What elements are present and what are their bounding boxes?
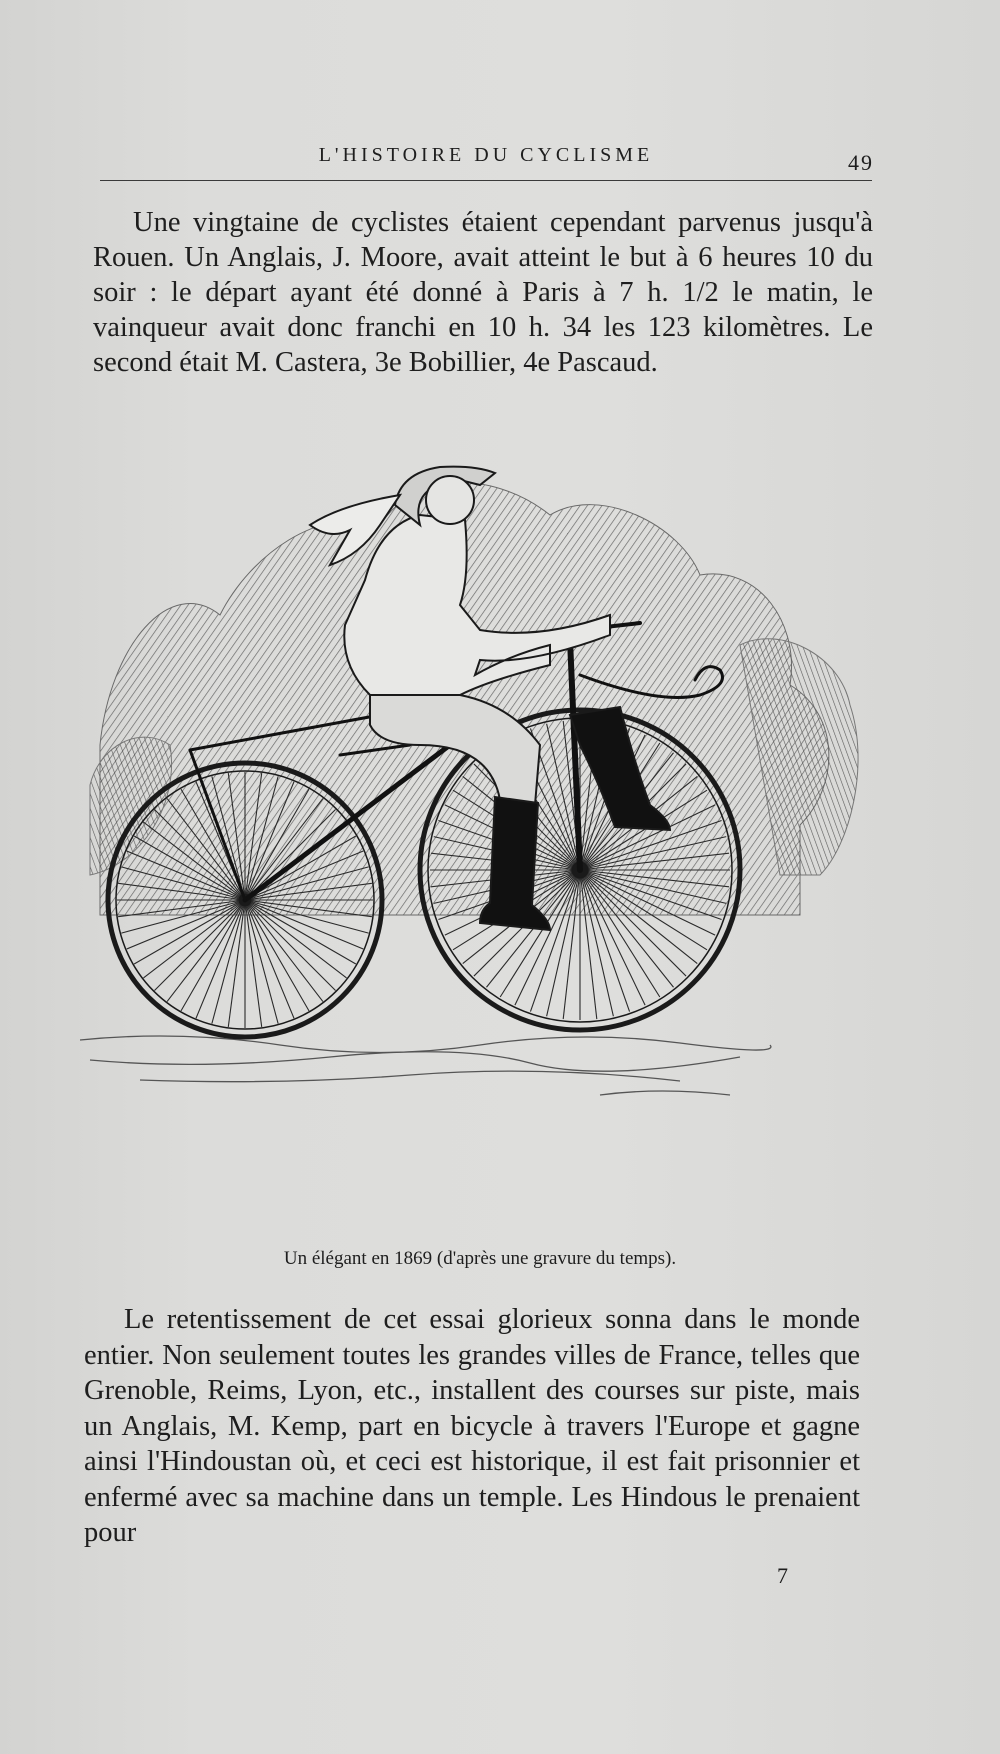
running-title: L'HISTOIRE DU CYCLISME bbox=[318, 144, 654, 166]
velocipede-rider-engraving bbox=[80, 445, 880, 1245]
engraving-illustration bbox=[80, 445, 880, 1245]
paragraph-worldwide-impact: Le retentissement de cet essai glorieux sonna dans le monde entier. Non seulement toutes les grandes villes de France, telles que Grenoble, Reims, Lyon, etc., installent des courses sur piste, mais un Anglais, M. Kemp, part en bicycle à travers l'Europe et gagne ainsi l'Hindoustan où, et ceci est historique, il est fait prisonnier et enfermé avec sa machine dans un temple. Les Hindous le prenaient pour bbox=[84, 1304, 860, 1548]
wheel-spoke bbox=[245, 900, 278, 1024]
figure-caption: Un élégant en 1869 (d'après une gravure du temps). bbox=[283, 1248, 677, 1269]
wheel-spoke bbox=[245, 900, 309, 1011]
paragraph-race-result: Une vingtaine de cyclistes étaient cependant parvenus jusqu'à Rouen. Un Anglais, J. Moore, avait atteint le but à 6 heures 10 du soir : le départ ayant été donné à Paris à 7 h. 1/2 le matin, le vainqueur avait donc franchi en 10 h. 34 les 123 kilomètres. Le second était M. Castera, 3e Bobillier, 4e Pascaud. bbox=[93, 207, 873, 378]
wheel-spoke bbox=[181, 900, 245, 1011]
page-header bbox=[100, 144, 872, 181]
wheel-spoke bbox=[212, 900, 245, 1024]
signature-mark: 7 bbox=[777, 1563, 788, 1588]
page-number: 49 bbox=[848, 150, 874, 175]
ground-lines bbox=[80, 1036, 771, 1095]
